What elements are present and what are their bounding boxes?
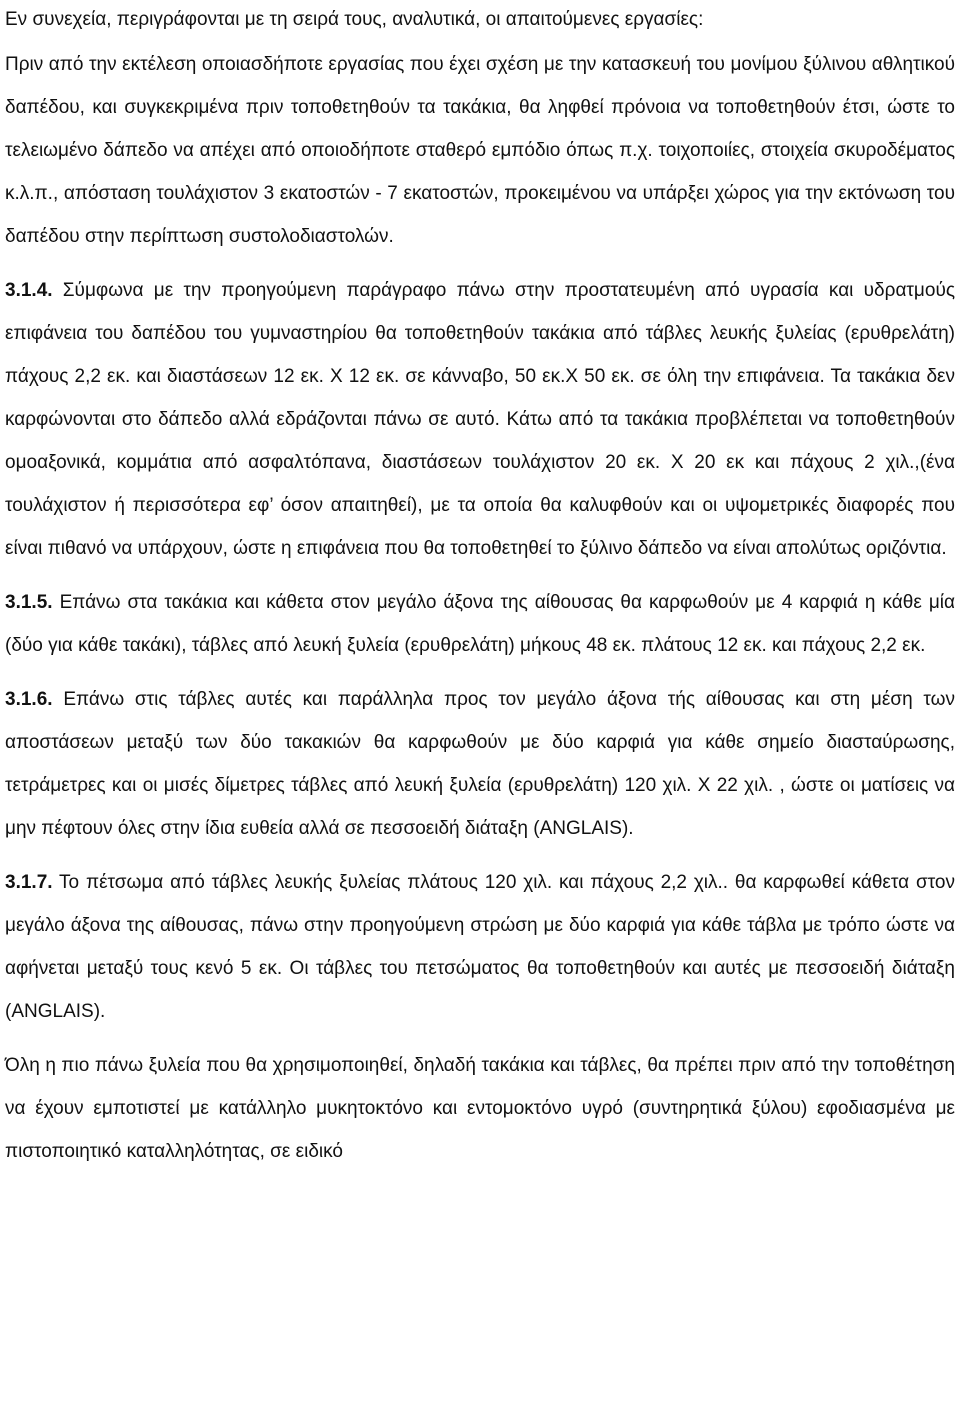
paragraph-text: Επάνω στα τακάκια και κάθετα στον μεγάλο άξονα της αίθουσας θα καρφωθούν με 4 καρφιά η κάθε μία (δύο για κάθε τακάκι), τάβλες από λευκή ξυλεία (ερυθρελάτη) μήκους 48 εκ. πλάτους 12 εκ. και πάχους 2,2 εκ. xyxy=(5,592,955,656)
intro-text: Εν συνεχεία, περιγράφονται με τη σειρά τους, αναλυτικά, οι απαιτούμενες εργασίες: xyxy=(5,9,704,30)
paragraph-setback xyxy=(5,43,955,258)
paragraph-text: Όλη η πιο πάνω ξυλεία που θα χρησιμοποιηθεί, δηλαδή τακάκια και τάβλες, θα πρέπει πριν από την τοποθέτηση να έχουν εμποτιστεί με κατάλληλο μυκητοκτόνο και εντομοκτόνο υγρό (συντηρητικά ξύλου) εφοδιασμένα με πιστοποιητικό καταλληλότητας, σε ειδικό xyxy=(5,1055,955,1162)
paragraph-number: 3.1.5. xyxy=(5,592,53,613)
document-page xyxy=(5,0,955,1173)
paragraph-text: Σύμφωνα με την προηγούμενη παράγραφο πάνω στην προστατευμένη από υγρασία και υδρατμούς επιφάνεια του δαπέδου του γυμναστηρίου θα τοποθετηθούν τακάκια από τάβλες λευκής ξυλείας (ερυθρελάτη) πάχους 2,2 εκ. και διαστάσεων 12 εκ. Χ 12 εκ. σε κάνναβο, 50 εκ.Χ 50 εκ. σε όλη την επιφάνεια. Τα τακάκια δεν καρφώνονται στο δάπεδο αλλά εδράζονται πάνω σε αυτό. Κάτω από τα τακάκια προβλέπεται να τοποθετηθούν ομοαξονικά, κομμάτια από ασφαλτόπανα, διαστάσεων τουλάχιστον 20 εκ. Χ 20 εκ και πάχους 2 χιλ.,(ένα τουλάχιστον ή περισσότερα εφ’ όσον απαιτηθεί), με τα οποία θα καλυφθούν και οι υψομετρικές διαφορές που είναι πιθανό να υπάρχουν, ώστε η επιφάνεια που θα τοποθετηθεί το ξύλινο δάπεδο να είναι απολύτως οριζόντια. xyxy=(5,280,955,559)
paragraph-text: Το πέτσωμα από τάβλες λευκής ξυλείας πλάτους 120 χιλ. και πάχους 2,2 χιλ.. θα καρφωθεί κάθετα στον μεγάλο άξονα της αίθουσας, πάνω στην προηγούμενη στρώση με δύο καρφιά για κάθε τάβλα με τρόπο ώστε να αφήνεται μεταξύ τους κενό 5 εκ. Οι τάβλες του πετσώματος θα τοποθετηθούν και αυτές με πεσσοειδή διάταξη (ANGLAIS). xyxy=(5,872,955,1022)
paragraph-3-1-7 xyxy=(5,861,955,1033)
paragraph-text: Πριν από την εκτέλεση οποιασδήποτε εργασίας που έχει σχέση με την κατασκευή του μονίμου ξύλινου αθλητικού δαπέδου, και συγκεκριμένα πριν τοποθετηθούν τα τακάκια, θα ληφθεί πρόνοια να τοποθετηθούν έτσι, ώστε το τελειωμένο δάπεδο να απέχει από οποιοδήποτε σταθερό εμπόδιο όπως π.χ. τοιχοποιίες, στοιχεία σκυροδέματος κ.λ.π., απόσταση τουλάχιστον 3 εκατοστών - 7 εκατοστών, προκειμένου να υπάρξει χώρος για την εκτόνωση του δαπέδου στην περίπτωση συστολοδιαστολών. xyxy=(5,54,955,247)
paragraph-text: Επάνω στις τάβλες αυτές και παράλληλα προς τον μεγάλο άξονα τής αίθουσας και στη μέση των αποστάσεων μεταξύ των δύο τακακιών θα καρφωθούν με δύο καρφιά για κάθε σημείο διασταύρωσης, τετράμετρες και οι μισές δίμετρες τάβλες από λευκή ξυλεία (ερυθρελάτη) 120 χιλ. Χ 22 χιλ. , ώστε οι ματίσεις να μην πέφτουν όλες στην ίδια ευθεία αλλά σε πεσσοειδή διάταξη (ANGLAIS). xyxy=(5,689,955,839)
paragraph-3-1-4 xyxy=(5,269,955,570)
paragraph-treatment xyxy=(5,1044,955,1173)
paragraph-number: 3.1.4. xyxy=(5,280,53,301)
paragraph-3-1-6 xyxy=(5,678,955,850)
paragraph-number: 3.1.6. xyxy=(5,689,53,710)
paragraph-number: 3.1.7. xyxy=(5,872,53,893)
paragraph-3-1-5 xyxy=(5,581,955,667)
